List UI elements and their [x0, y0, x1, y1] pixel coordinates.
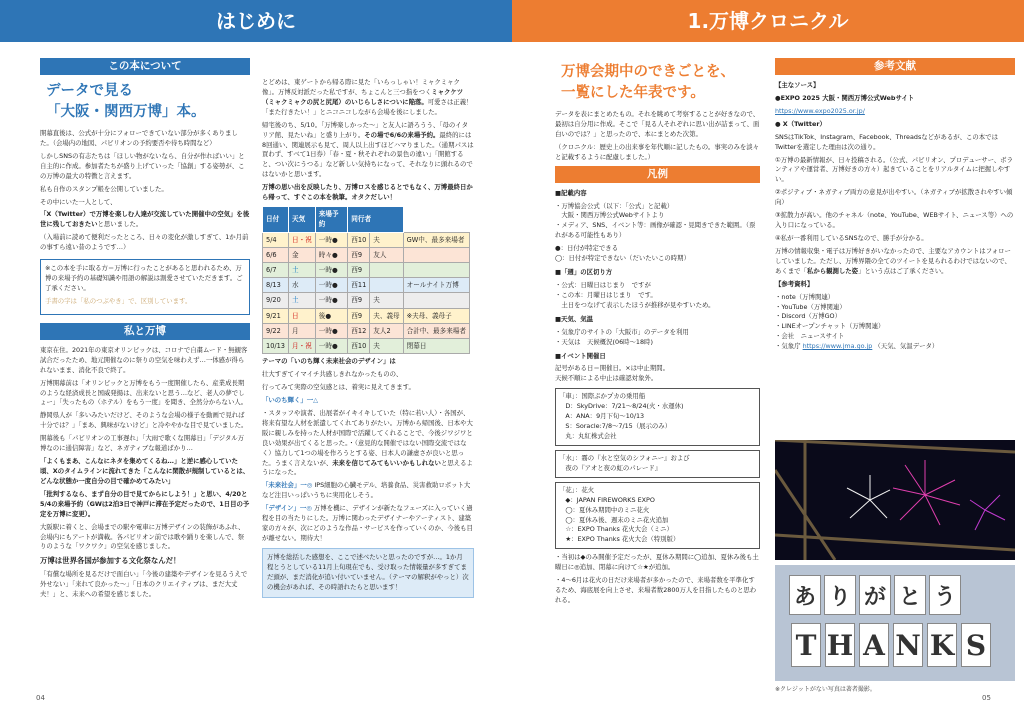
- list-line: 「水」：霧の『水と空気のシフォニー』および: [559, 453, 690, 462]
- thanks-photo: [775, 565, 1015, 681]
- about-p2: しかしSNSの有志たちは「ほしい物がないなら、自分が作ればいい」と自主的に作成。参加者たちが盛り上げていった「協創」する姿勢が、この万博の最大の特徴と言えます。: [40, 151, 245, 180]
- thanks-card-en: H: [825, 623, 855, 667]
- right-header: 1.万博クロニクル: [512, 0, 1024, 42]
- weather-cell: 一時●: [315, 232, 348, 247]
- note-cell: ※夫母、義母子: [403, 308, 469, 323]
- legend-band: 凡例: [555, 166, 760, 183]
- thanks-card-jp: あ: [789, 575, 821, 615]
- theme-h1: 「いのち輝く」一△: [262, 396, 319, 405]
- page-number-right: 05: [982, 694, 991, 702]
- legend-box-water: [555, 450, 760, 478]
- list-line: ◯：日付が特定できない（だいたいこの時期）: [555, 254, 690, 263]
- table-date-cell: 9/21: [263, 308, 289, 323]
- list-line: ・Discord（万博GO）: [775, 312, 841, 321]
- thanks-card-en: T: [791, 623, 821, 667]
- companion-cell: 夫: [370, 339, 403, 354]
- weather-cell: 後●: [315, 308, 348, 323]
- table-row: [263, 293, 470, 308]
- companion-cell: 夫、義母: [370, 308, 403, 323]
- reservation-cell: 西10: [348, 232, 370, 247]
- weather-cell: 一時●: [315, 323, 348, 338]
- list-line: ・天気は 天候概況(06時～18時): [555, 337, 653, 346]
- list-line: ・この本：月曜日はじまり です。: [555, 290, 657, 299]
- weekday-label: 日・祝: [292, 235, 312, 244]
- weekday-label: 金: [292, 250, 299, 259]
- table-weekday-cell: [289, 339, 316, 354]
- table-weekday-cell: [289, 262, 316, 277]
- about-note: ※この本を手に取る方＝万博に行ったことがあると思われるため、万博の来場予約の基礎知識や用語の解説は割愛させていただきます。ご了承ください。 手書の字は「私のつぶやき」で、区別しています。: [40, 259, 250, 315]
- list-line: S：Soracle:7/8～7/15（展示のみ）: [559, 422, 672, 431]
- list-line: 「花」：花火: [559, 485, 595, 494]
- list-line: ◯：夏休み後、週末のミニ花火追加: [559, 515, 669, 524]
- table-date-cell: 9/22: [263, 323, 289, 338]
- reservation-cell: 西10: [348, 339, 370, 354]
- theme-heading: テーマの「いのち輝く未来社会のデザイン」は: [262, 357, 396, 366]
- weekday-label: 月: [292, 326, 299, 335]
- thanks-card-jp: が: [859, 575, 891, 615]
- list-line: ★：EXPO Thanks 花火大会（特別版）: [559, 535, 680, 544]
- table-row: [263, 278, 470, 293]
- thanks-card-en: N: [893, 623, 923, 667]
- note-cell: [403, 262, 469, 277]
- table-date-cell: 6/6: [263, 247, 289, 262]
- table-weekday-cell: [289, 232, 316, 247]
- weekday-label: 月・祝: [292, 342, 312, 351]
- list-line: 記号がある日＝開催日。×は中止期間。: [555, 364, 669, 373]
- summary-box: 万博を総括した感想を、ここで述べたいと思ったのですが…。1か月程とうとしている11月上旬現在でも、受け取った情報量が多すぎてまだ頭が、まだ消化が追い付いていません。（テーマの解釈がやっと）次の機会があれば、その時語れたらと思います！: [262, 548, 474, 598]
- table-header: 天気: [289, 207, 316, 232]
- thanks-card-en: K: [927, 623, 957, 667]
- companion-cell: 友人2: [370, 323, 403, 338]
- me-p5: 「よくもまあ、こんなにネタを集めてくるね…」と逆に感心していた頃、Xのタイムラインに流れてきた「こんなに閑散が規制しているとは、どんな状態か一度自分の目で確かめてみたい」: [40, 457, 250, 485]
- table-date-cell: 5/4: [263, 232, 289, 247]
- about-p3: 私も自作のスタンプ帳を公開していました。: [40, 184, 168, 193]
- note-cell: オールナイト万博: [403, 278, 469, 293]
- me-p6: 「批判するなら、まず自分の目で見てからにしよう！」と思い、4/20と5/4の来場予約（GWは2泊3日で神戸に滞在予定だったので、1日目の予定を万博に変更）。: [40, 489, 250, 518]
- table-weekday-cell: [289, 278, 316, 293]
- legend-box-fireworks: [555, 482, 760, 550]
- table-header: 来場予約: [315, 207, 348, 232]
- about-p5: 「X（Twitter）で万博を楽しむ人達が交流していた開催中の空気」を後世に残しておきたいと思いました。: [40, 210, 250, 229]
- reservation-cell: 西11: [348, 278, 370, 293]
- refs-band: 参考文献: [775, 58, 1015, 75]
- list-line: 「車」：国際ぷかプカの乗用船: [559, 392, 646, 401]
- note-cell: [403, 247, 469, 262]
- list-line: 丸：丸紅株式会社: [559, 432, 617, 440]
- page-number-left: 04: [36, 694, 45, 702]
- diary-intro: 万博の思い出を反映したり、万博ロスを感じるとでもなく、万博最終日から帰って、すぐこの本を執筆。オタクだしい！: [262, 183, 473, 202]
- column-diary: とどめは、東ゲートから帰る際に見た「いらっしゃい！ミャクミャク像」。万博反対派だった私ですが、ちょこんと三つ指をつくミャクケツ（ミャクミャクの尻と尻尾）のいじらしさについに陥落。可愛さは正義！「また行きたい！」とニコニコしながら会場を後にしました。 帰宅後のち、5/10。「万博楽しかった～」と友人に語ろうう、「母のイタリア館、見たいね」と盛り上がり。その場で6/6の来場予約。最終的には8回通い、関連展示も見て、周人以上出すほどハマりました。（通期パスは買わず、すべて1日券）「春・夏・秋それぞれの景色の違い」「開館すると、つい次にうつる」など新しい気持ちになって、それなりに頭れるのではないかと思います。 万博の思い出を反映したり、万博ロスを感じるとでもなく、万博最終日から帰って、すぐこの本を執筆。オタクだしい！ 日付 天気 来場予約 同行者 5/4 日・祝 一時● 西10 夫 GW中、最多来場者 6/6 金 時々● 西9 友人 6/7 土 一時● 西9 8/13 水 一時● 西11 オールナイト万博 9/20 土 一時● 西9 夫 9/21 日 後● 西9 夫、義母 ※夫母、義母子 9/22 月 一時● 西12 友人2 合計中、最多来場者 10/13 月・祝 一時● 西10 夫 閉幕日 テーマの「いのち輝く未来社会のデザイン」は 壮大すぎてイマイチ共感しきれなかったものの、 行ってみて実際の空気感とは、着実に見えてきます。 「いのち輝く」一△ ・スタッフや演者、出展者がイキイキしていた（特に若い人）・各国が、将来有望な人材を派遣してくれてありがたい。万博から帰国後、日本や大阪に親しみを持った人材が国際で活躍してくれることで、今後ジワジワと良い効果が出てくると思った。・（意見的な開催ではない国際交流ではなく）協力して1つの場を作ろうとする姿、日本人の謙虚さが良いと思った。うまく言えないが、未来を信じてみてもいいかもしれないと思えるようになった。 「未来社会」一◎ IPS細胞の心臓モデル、培養食品、災害救助ロボット大など注目いっぱいうちに実用化しそう。 「デザイン」一◎ 万博を機に、デザインが新たなフェーズに入っていく過程を目の当たりにした。万博に関わったデザイナーやアーティスト、建築家の方々が、次にどのような作品・サービスを作っていくのか、今後も目が離せない。期待大！ 万博を総括した感想を、ここで述べたいと思ったのですが…。1か月程とうとしている11月上旬現在でも、受け取った情報量が多すぎてまだ頭が、まだ消化が追い付いていません。（テーマの解釈がやっと）次の機会があれば、その時語れたらと思います！: [262, 78, 474, 602]
- table-row: [263, 247, 470, 262]
- list-line: ・公式：日曜日はじまり ですが: [555, 281, 651, 290]
- reservation-cell: 西9: [348, 262, 370, 277]
- reservation-cell: 西9: [348, 293, 370, 308]
- list-line: ・LINEオープンチャット（万博関連）: [775, 322, 885, 331]
- table-header: 日付: [263, 207, 289, 232]
- table-weekday-cell: [289, 247, 316, 262]
- me-p3: 静岡県人が「多いみたいだけど、そのような会場の様子を動画で見れば十分では？」「まあ、興味がないけど」と冷ややかな目で見ていました。: [40, 411, 248, 430]
- thanks-card-en: A: [859, 623, 889, 667]
- table-date-cell: 9/20: [263, 293, 289, 308]
- list-line: 大阪・関西万博公式Webサイトより: [555, 211, 665, 220]
- weekday-label: 水: [292, 281, 299, 290]
- weather-cell: 一時●: [315, 293, 348, 308]
- column-chronicle: 万博会期中のできごとを、 一覧にした年表です。 データを表にまとめたもの。それを眺めて考察することが好きなので、最初は自分用に作成。そこで「見る人それぞれに思い出が詰まって、面白いのでは？」と思ったので、本にまとめた次第。 （クロニクル：歴史上の出来事を年代順に記したもの。事実のみを淡々と記載するように配慮しました。） 凡例 ■記載内容 ・万博協会公式（以下：「公式」と記載） 大阪・関西万博公式Webサイトより ・メディア、SNS、イベント等：画像が確認・見聞きできた範囲。（票れがある可能性もあり） ●：日付が特定できる ◯：日付が特定できない（だいたいこの時期） ■「週」の区切り方 ・公式：日曜日はじまり ですが ・この本：月曜日はじまり です。 土日をつなげて表示したほうが推移が見やすいため。 ■天気、気温 ・気象庁のサイトの「大阪市」のデータを利用 ・天気は 天候概況(06時～18時) ■イベント開催日 記号がある日＝開催日。×は中止期間。 天候不順による中止は確認対象外。 「車」：国際ぷかプカの乗用船 D：SkyDrive：7/21～8/24(火・水運休) A：ANA：9月下旬～10/13 S：Soracle:7/8～7/15（展示のみ） 丸：丸紅株式会社 「水」：霧の『水と空気のシフォニー』および 夜の『アオと夜の虹のパレード』 「花」：花火 ◆：JAPAN FIREWORKS EXPO ◯：夏休み期間中のミニ花火 ◯：夏休み後、週末のミニ花火追加 ☆：EXPO Thanks 花火大会（ミニ） ★：EXPO Thanks 花火大会（特別版） ・当初は◆のみ開催予定だったが、夏休み期間に◯追加、夏休み後も土曜日に◎追加、閉幕に向けて☆★が追加。 ・4～6月は花火の日だけ来場者が多かったので、来場者数を平準化するため、海底展を向上させ、来場者数2800万人を目指したものと思われる。: [555, 64, 760, 604]
- me-p9: 「有償な場所を見るだけで面白い」「今後の建築やデザインを見るうえで外せない」「来れて良かった～」「日本のクリエイティブは、まだ大丈夫！」と、未来への希望を感じました。: [40, 569, 248, 598]
- about-p1: 開幕直後は、公式が十分にフォローできていない部分が多くありました。（会場内の地図、パビリオンの予約要否や待ち時間など）: [40, 129, 238, 147]
- reservation-cell: 西9: [348, 247, 370, 262]
- note-cell: GW中、最多来場者: [403, 232, 469, 247]
- table-date-cell: 10/13: [263, 339, 289, 354]
- me-p4: 開幕後も「パビリオンの工事遅れ」「大雨で歌くな開幕日」「デジタル万博なのに通信障害」など、ネガティブな報道ばかり…: [40, 434, 245, 453]
- reservation-cell: 西12: [348, 323, 370, 338]
- table-date-cell: 8/13: [263, 278, 289, 293]
- jma-link[interactable]: https://www.jma.go.jp: [802, 342, 873, 351]
- companion-cell: [370, 262, 403, 277]
- thanks-card-jp: り: [824, 575, 856, 615]
- weather-cell: 一時●: [315, 278, 348, 293]
- reservation-cell: 西9: [348, 308, 370, 323]
- photo-caption: ※クレジットがない写真は著者撮影。: [775, 686, 876, 693]
- table-weekday-cell: [289, 293, 316, 308]
- note-cell: 閉幕日: [403, 339, 469, 354]
- list-line: 土日をつなげて表示したほうが推移が見やすいため。: [555, 300, 715, 309]
- list-line: ◆：JAPAN FIREWORKS EXPO: [559, 495, 655, 504]
- column-about: [40, 58, 250, 603]
- about-p4: その中にいた一人として、: [40, 197, 117, 206]
- fireworks-photo: [775, 440, 1015, 560]
- chron-lead: 万博会期中のできごとを、 一覧にした年表です。: [561, 64, 735, 102]
- list-line: ・note（万博関連）: [775, 292, 835, 301]
- me-p2: 万博開幕前は「オリンピックと万博をもう一度開催したら、産業成長期のような経済成長と国威発揚は、出来ないと思う…など、老人の夢でしょー」「失ったもの（ホテル）をもう一度」を聞き、全然分からない人。: [40, 378, 248, 407]
- weather-cell: 一時●: [315, 339, 348, 354]
- table-weekday-cell: [289, 323, 316, 338]
- table-row: [263, 339, 470, 354]
- weather-cell: 一時●: [315, 262, 348, 277]
- list-line: ☆：EXPO Thanks 花火大会（ミニ）: [559, 525, 673, 534]
- legend-box-boat: [555, 388, 760, 446]
- me-p7: 大阪駅に着くと、会場までの駅や電車に万博デザインの装飾があふれ、会場内にもアートが満載。各パビリオン前では歌や踊りを楽しんで、祭りのような「ワクワク」の空気を感じました。: [40, 522, 245, 551]
- table-header: 同行者: [348, 207, 403, 232]
- thanks-card-jp: と: [894, 575, 926, 615]
- table-date-cell: 6/7: [263, 262, 289, 277]
- table-row: [263, 232, 470, 247]
- list-line: ・気象庁のサイトの「大阪市」のデータを利用: [555, 327, 689, 336]
- list-line: 天候不順による中止は確認対象外。: [555, 374, 658, 383]
- list-line: A：ANA：9月下旬～10/13: [559, 412, 645, 421]
- weekday-label: 日: [292, 311, 299, 320]
- expo-site-link[interactable]: https://www.expo2025.or.jp/: [775, 106, 865, 115]
- about-lead: データで見る 「大阪・関西万博」本。: [46, 83, 206, 121]
- list-line: ・会社 ニュースサイト: [775, 332, 845, 341]
- fireworks-image: [775, 440, 1015, 560]
- note-cell: 合計中、最多来場者: [403, 323, 469, 338]
- table-row: [263, 308, 470, 323]
- left-header: はじめに: [0, 0, 512, 42]
- table-row: [263, 262, 470, 277]
- thanks-card-en: S: [961, 623, 991, 667]
- visit-table: [262, 206, 470, 354]
- note-cell: [403, 293, 469, 308]
- weekday-label: 土: [292, 296, 299, 305]
- companion-cell: 夫: [370, 293, 403, 308]
- list-line: ・メディア、SNS、イベント等：画像が確認・見聞きできた範囲。（票れがある可能性もあり）: [555, 221, 756, 240]
- companion-cell: 友人: [370, 247, 403, 262]
- about-p6: （入場前に読めて便利だったところ、日々の変化が激しすぎて、1か月前の事すら遠い昔のようです…）: [40, 233, 249, 252]
- table-weekday-cell: [289, 308, 316, 323]
- list-line: ●：日付が特定できる: [555, 244, 619, 253]
- companion-cell: [370, 278, 403, 293]
- column-references: 参考文献 【主なソース】 ●EXPO 2025 大阪・関西万博公式Webサイト https://www.expo2025.or.jp/ ● X（Twitter） SNSはTikTok、Instagram、Facebook、Threadsなどがあるが、この本ではTwitterを選定した理由は次の通り。 ①万博の最新情報が、日々投稿される。（公式、パビリオン、プロデューサー、ボランティアや運営者、万博好きの方々）起きていることをリアルタイムに把握しやすい。 ②ポジティブ・ネガティブ両方の意見が出やすい。（ネガティブが拡散されやすい傾向） ③拡散力が高い。他のチャネル（note、YouTube、WEBサイト、ニュース等）への入り口になっている。 ④私が一番利用しているSNSなので、勝手が分かる。 万博の情報収集・電子は万博好きがいなかったので、主要なアカウントはフォローしていました。ただし、万博界隈の全てのツイートを見られるわけではないので、あくまで「私から観測した姿」という点はご了承ください。 【参考資料】 ・note（万博関連） ・YouTube（万博関連） ・Discord（万博GO） ・LINEオープンチャット（万博関連） ・会社 ニュースサイト ・気象庁 https://www.jma.go.jp （天気、気温データ）: [775, 60, 1014, 351]
- list-line: ◯：夏休み期間中のミニ花火: [559, 505, 650, 514]
- weather-cell: 時々●: [315, 247, 348, 262]
- companion-cell: 夫: [370, 232, 403, 247]
- me-p1: 東京在住。2021年の東京オリンピックは、コロナで自粛ムード・無観客試合だったため、地元開催なのに祭りの空気を味わえず…一体感が得られないまま、消化不良で終了。: [40, 345, 248, 374]
- list-line: 夜の『アオと夜の虹のパレード』: [559, 463, 662, 472]
- me-band: 私と万博: [40, 323, 250, 340]
- thanks-card-jp: う: [929, 575, 961, 615]
- list-line: ・YouTube（万博関連）: [775, 302, 846, 311]
- list-line: ・万博協会公式（以下：「公式」と記載）: [555, 201, 674, 210]
- me-p8: 万博は世界各国が参加する文化祭なんだ！: [40, 556, 181, 566]
- list-line: D：SkyDrive：7/21～8/24(火・水運休): [559, 402, 684, 411]
- weekday-label: 土: [292, 265, 299, 274]
- about-band: この本について: [40, 58, 250, 75]
- table-row: [263, 323, 470, 338]
